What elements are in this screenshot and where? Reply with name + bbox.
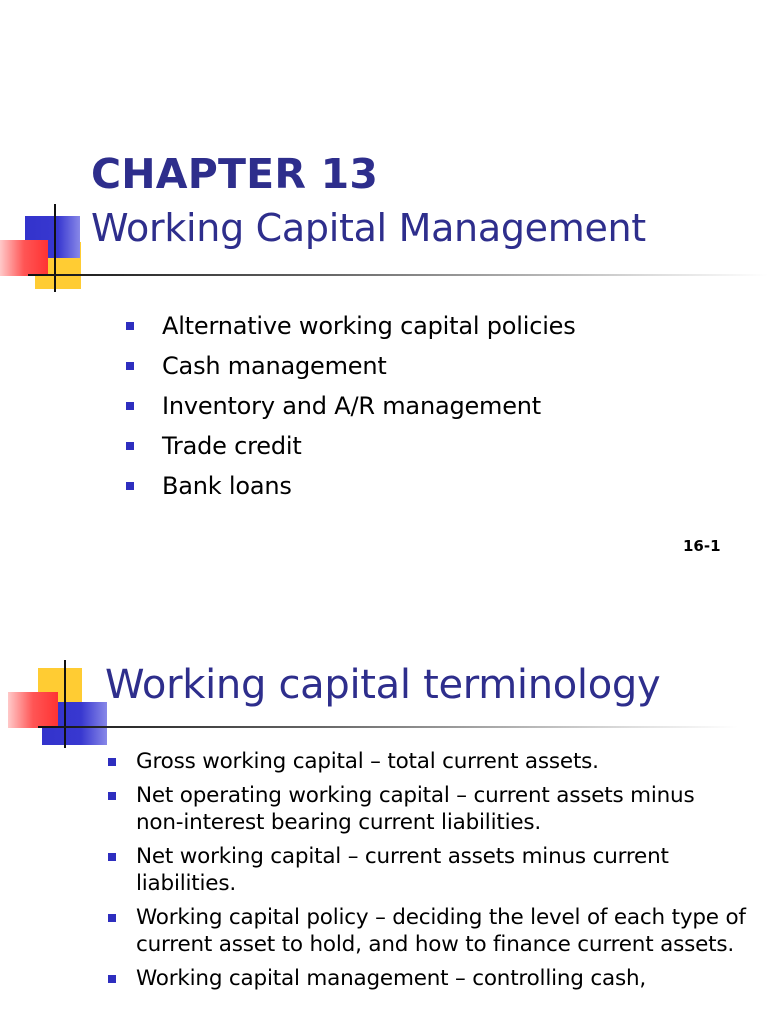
list-item: Net working capital – current assets minus current liabilities.: [108, 843, 748, 897]
title-underline: [38, 726, 738, 728]
bullet-square-icon: [126, 442, 134, 450]
bullet-square-icon: [108, 758, 116, 766]
chapter-heading: CHAPTER 13: [91, 150, 379, 198]
list-item: Working capital management – controlling cash,: [108, 965, 748, 992]
list-item: Bank loans: [126, 468, 576, 508]
bullet-square-icon: [108, 914, 116, 922]
page-number: 16-1: [683, 537, 721, 555]
list-item: Inventory and A/R management: [126, 388, 576, 428]
title-underline: [28, 274, 768, 276]
list-item: Trade credit: [126, 428, 576, 468]
deco-vertical-line: [64, 660, 66, 748]
slide-title: Working Capital Management: [91, 206, 646, 250]
bullet-square-icon: [126, 402, 134, 410]
bullet-square-icon: [126, 322, 134, 330]
corner-decoration: [0, 660, 115, 755]
deco-red-square: [0, 240, 48, 276]
bullet-square-icon: [108, 975, 116, 983]
list-item: Alternative working capital policies: [126, 308, 576, 348]
bullet-square-icon: [108, 792, 116, 800]
list-item: Gross working capital – total current assets.: [108, 748, 748, 775]
deco-vertical-line: [54, 204, 56, 292]
terminology-list: [108, 748, 748, 999]
list-item: Working capital policy – deciding the level of each type of current asset to hold, and how to finance current assets.: [108, 904, 748, 958]
bullet-square-icon: [126, 482, 134, 490]
slide-2: [0, 590, 768, 1024]
bullet-square-icon: [126, 362, 134, 370]
list-item: Cash management: [126, 348, 576, 388]
deco-red-square: [8, 692, 58, 728]
bullet-square-icon: [108, 853, 116, 861]
topic-list: [126, 308, 576, 508]
slide-title: Working capital terminology: [105, 662, 661, 708]
list-item: Net operating working capital – current assets minus non-interest bearing current liabilities.: [108, 782, 748, 836]
